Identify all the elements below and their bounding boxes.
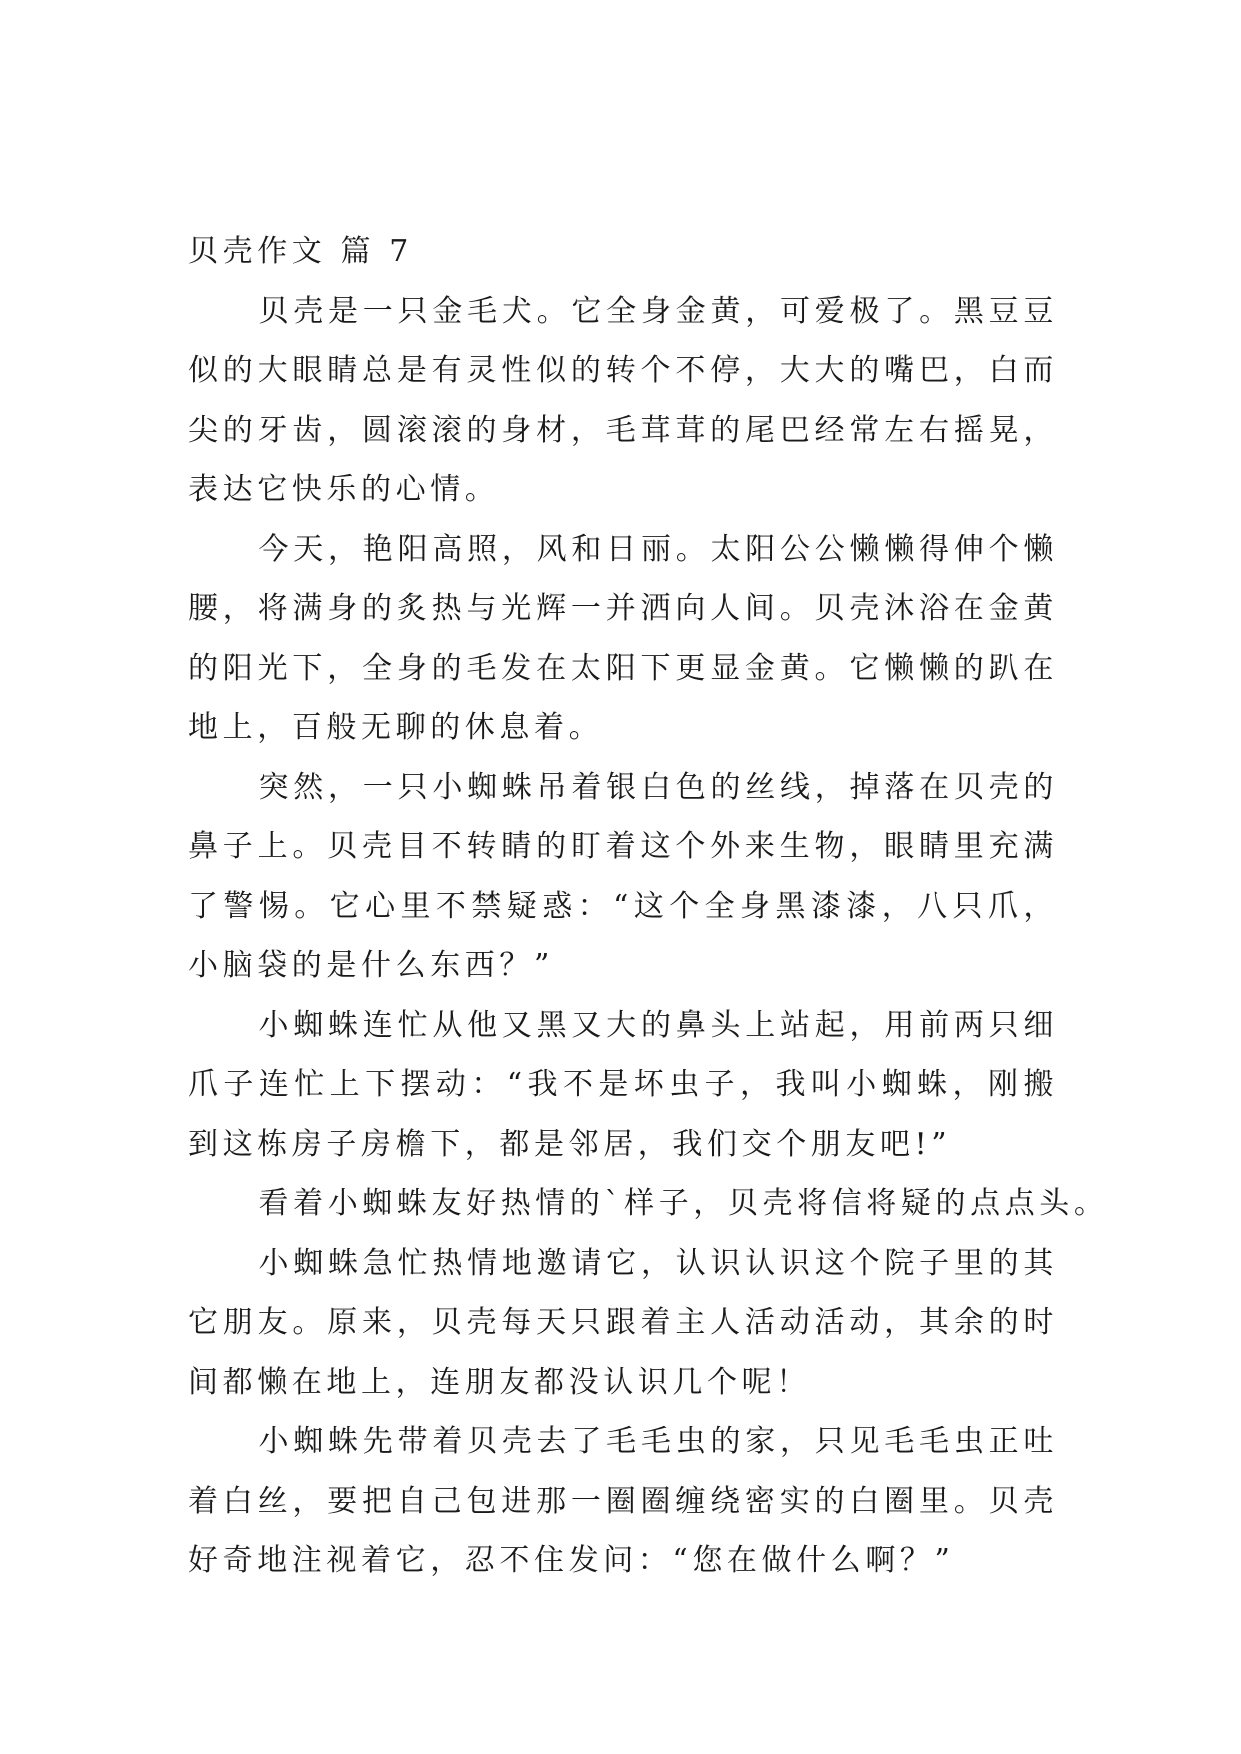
paragraph-1: 贝壳是一只金毛犬。它全身金黄，可爱极了。黑豆豆似的大眼睛总是有灵性似的转个不停，大大的嘴巴，白而尖的牙齿，圆滚滚的身材，毛茸茸的尾巴经常左右摇晃，表达它快乐的心情。 — [188, 293, 1058, 507]
paragraph-3: 突然，一只小蜘蛛吊着银白色的丝线，掉落在贝壳的鼻子上。贝壳目不转睛的盯着这个外来生物，眼睛里充满了警惕。它心里不禁疑惑：“这个全身黑漆漆，八只爪，小脑袋的是什么东西？” — [188, 769, 1058, 983]
document-body — [188, 222, 1109, 1591]
essay-title: 贝壳作文 篇 7 — [188, 234, 413, 269]
paragraph-5: 看着小蜘蛛友好热情的`样子，贝壳将信将疑的点点头。 — [258, 1186, 1109, 1221]
paragraph-6: 小蜘蛛急忙热情地邀请它，认识认识这个院子里的其它朋友。原来，贝壳每天只跟着主人活动活动，其余的时间都懒在地上，连朋友都没认识几个呢！ — [188, 1245, 1058, 1400]
paragraph-7: 小蜘蛛先带着贝壳去了毛毛虫的家，只见毛毛虫正吐着白丝，要把自己包进那一圈圈缠绕密实的白圈里。贝壳好奇地注视着它，忍不住发问：“您在做什么啊？” — [188, 1424, 1058, 1578]
paragraph-2: 今天，艳阳高照，风和日丽。太阳公公懒懒得伸个懒腰，将满身的炙热与光辉一并洒向人间。贝壳沐浴在金黄的阳光下，全身的毛发在太阳下更显金黄。它懒懒的趴在地上，百般无聊的休息着。 — [188, 531, 1058, 745]
paragraph-4: 小蜘蛛连忙从他又黑又大的鼻头上站起，用前两只细爪子连忙上下摆动：“我不是坏虫子，我叫小蜘蛛，刚搬到这栋房子房檐下，都是邻居，我们交个朋友吧!” — [188, 1007, 1058, 1162]
